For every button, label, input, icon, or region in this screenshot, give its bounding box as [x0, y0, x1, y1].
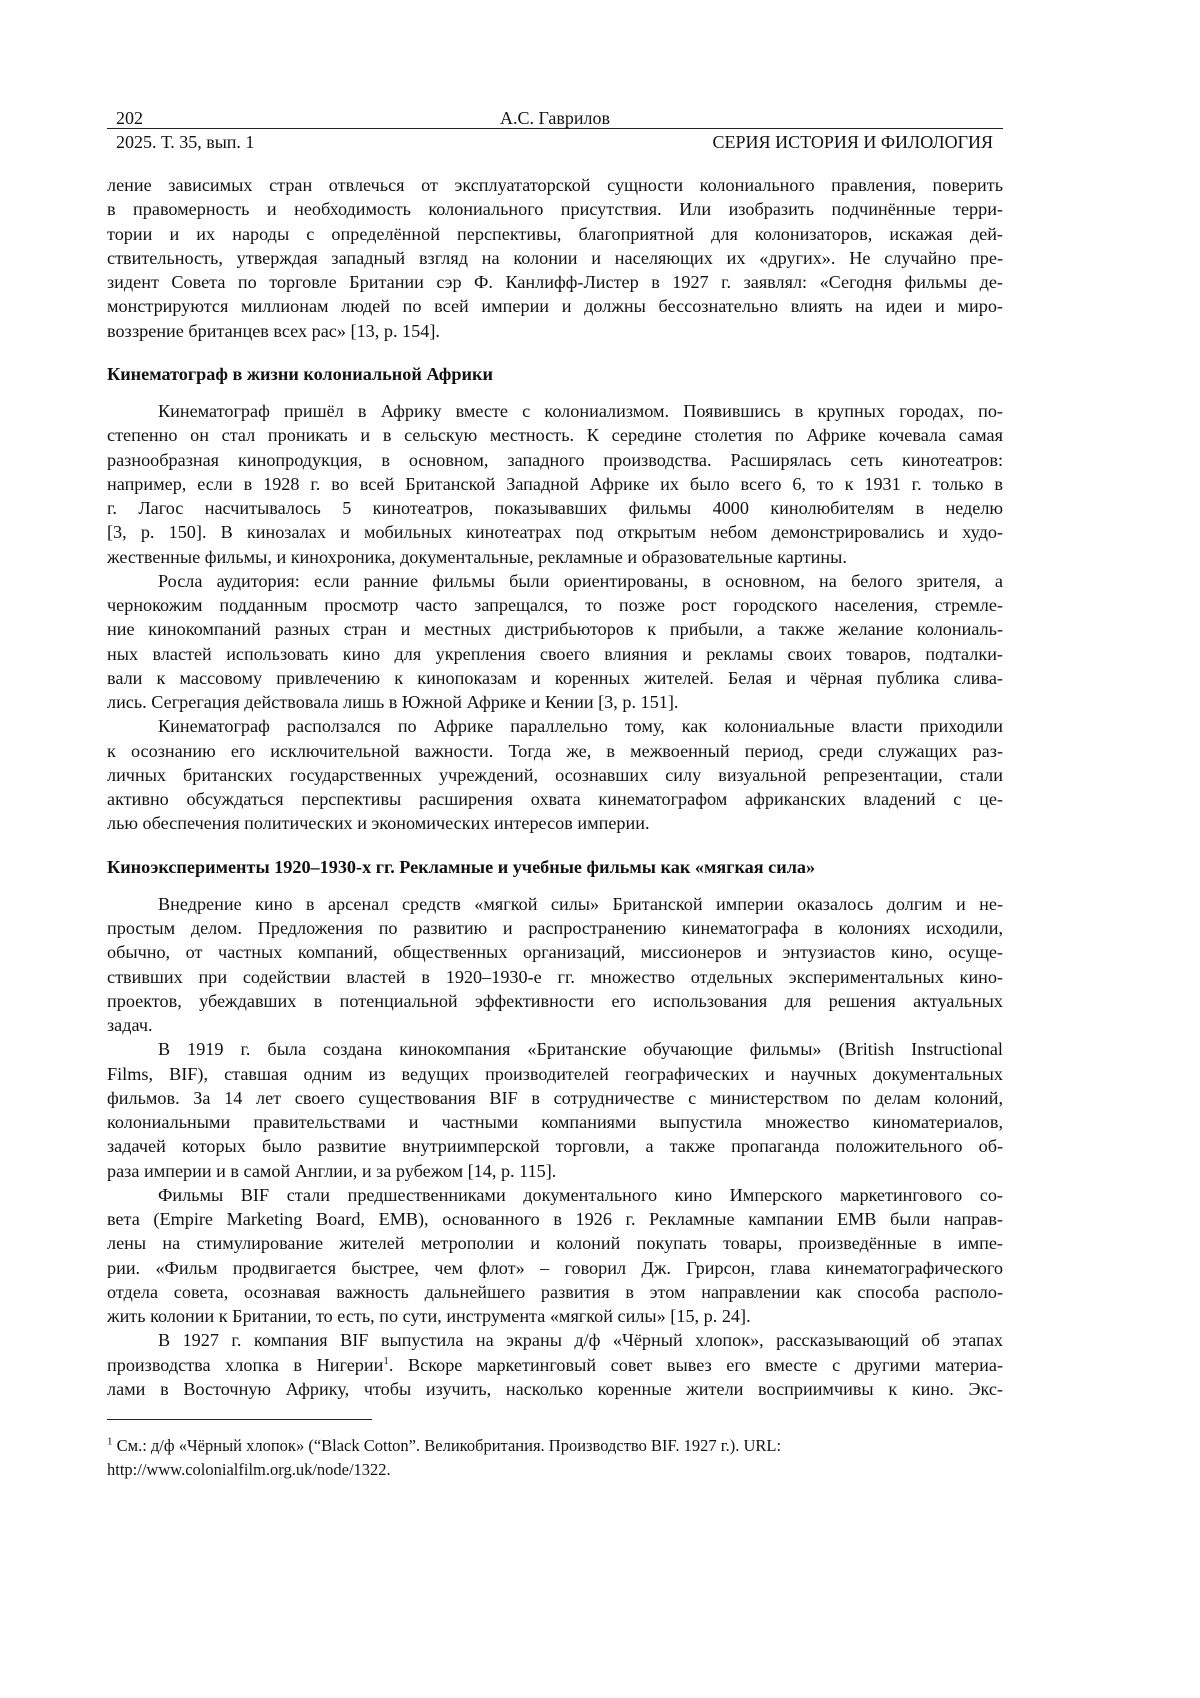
- text-line: [3, p. 150]. В кинозалах и мобильных кинотеатрах под открытым небом демонстрировались и худо-: [107, 522, 1003, 543]
- text-line: рии. «Фильм продвигается быстрее, чем флот» – говорил Дж. Грирсон, глава кинематографического: [107, 1257, 1003, 1278]
- text-line: активно обсуждаться перспективы расширения охвата кинематографом африканских владений с це-: [107, 789, 1003, 809]
- text-line: лись. Сегрегация действовала лишь в Южной Африке и Кении [3, p. 151].: [107, 692, 679, 712]
- text-line: раза империи и в самой Англии, и за рубежом [14, p. 115].: [107, 1160, 557, 1181]
- page-number: 202: [116, 108, 143, 128]
- text-line: степенно он стал проникать и в сельскую местность. К середине столетия по Африке кочевала самая: [107, 425, 1003, 446]
- text-line: ние кинокомпаний разных стран и местных дистрибьюторов к прибыли, а также желание колониаль-: [107, 619, 1003, 640]
- text-line: лены на стимулирование жителей метрополии и колоний покупать товары, произведённые в импе-: [107, 1233, 1003, 1254]
- section-heading: Киноэксперименты 1920–1930-х гг. Рекламные и учебные фильмы как «мягкая сила»: [107, 856, 816, 877]
- paragraph: [107, 173, 1003, 343]
- paragraph: [107, 569, 1003, 715]
- text-line: лами в Восточную Африку, чтобы изучить, насколько коренные жители восприимчивы к кино. Экс-: [107, 1378, 1003, 1399]
- text-line: отдела совета, осознавая важность дальнейшего развития в этом направлении как способа располо-: [107, 1281, 1003, 1302]
- running-header: [107, 106, 1003, 151]
- text-line: Кинематограф пришёл в Африку вместе с колониализмом. Появившись в крупных городах, по-: [158, 401, 1003, 421]
- text-line: например, если в 1928 г. во всей Британской Западной Африке их было всего 6, то к 1931 г. только в: [107, 473, 1003, 494]
- paragraph: [107, 399, 1003, 569]
- text-line: простым делом. Предложения по развитию и распространению кинематографа в колониях исходили,: [107, 918, 1003, 938]
- header-row-top: [107, 106, 1003, 129]
- text-line: чернокожим подданным просмотр часто запрещался, то позже рост городского населения, стремле-: [107, 595, 1003, 615]
- text-line: задачей которых было развитие внутриимперской торговли, а также пропаганда положительного об-: [107, 1136, 1003, 1157]
- text-line: жить колонии к Британии, то есть, по сути, инструмента «мягкой силы» [15, p. 24].: [107, 1306, 751, 1326]
- text-line: Росла аудитория: если ранние фильмы были ориентированы, в основном, на белого зрителя, а: [158, 570, 1003, 591]
- footnote-reference[interactable]: 1: [383, 1354, 389, 1367]
- text-line: Внедрение кино в арсенал средств «мягкой силы» Британской империи оказалось долгим и не-: [158, 893, 1003, 914]
- footnote-marker: 1: [107, 1435, 113, 1448]
- text-line: разнообразная кинопродукция, в основном, западного производства. Расширялась сеть кинотеатров:: [107, 449, 1003, 470]
- text-line: ствивших при содействии властей в 1920–1930-е гг. множество отдельных экспериментальных кино-: [107, 966, 1003, 987]
- text-line: лью обеспечения политических и экономических интересов империи.: [107, 813, 650, 834]
- footnote-line-1: [107, 1434, 1003, 1458]
- text-line: г. Лагос насчитывалось 5 кинотеатров, показывавших фильмы 4000 кинолюбителям в неделю: [107, 498, 1003, 518]
- paragraph: [107, 1328, 1003, 1401]
- footnote-divider: [107, 1419, 372, 1420]
- footnote-text: См.: д/ф «Чёрный хлопок» (“Black Cotton”. Великобритания. Производство BIF. 1927 г.). URL:: [112, 1436, 782, 1455]
- text-line: личных британских государственных учреждений, осознавших силу визуальной репрезентации, стали: [107, 764, 1003, 785]
- footnote-link[interactable]: http://www.colonialfilm.org.uk/node/1322.: [107, 1460, 391, 1480]
- text-line: В 1919 г. была создана кинокомпания «Британские обучающие фильмы» (British Instructional: [158, 1039, 1003, 1060]
- text-line: тории и их народы с определённой перспективы, благоприятной для колонизаторов, искажая дей-: [107, 223, 1003, 244]
- text-line: колониальными правительствами и частными компаниями выпустила множество киноматериалов,: [107, 1112, 1003, 1132]
- journal-series: СЕРИЯ ИСТОРИЯ И ФИЛОЛОГИЯ: [712, 132, 993, 152]
- text-line: вали к массовому привлечению к кинопоказам и коренных жителей. Белая и чёрная публика слива-: [107, 667, 1003, 688]
- text-line: вета (Empire Marketing Board, EMB), основанного в 1926 г. Рекламные кампании EMB были направ-: [107, 1209, 1003, 1229]
- text-line: монстрируются миллионам людей по всей империи и должны бессознательно влиять на идеи и миро-: [107, 296, 1003, 317]
- text-line: проектов, убеждавших в потенциальной эффективности его использования для решения актуальных: [107, 990, 1003, 1011]
- article-body: [107, 173, 1003, 1401]
- text-line: зидент Совета по торговле Британии сэр Ф. Канлифф-Листер в 1927 г. заявлял: «Сегодня фильмы де-: [107, 272, 1003, 292]
- text-line: в правомерность и необходимость колониального присутствия. Или изобразить подчинённые терри-: [107, 199, 1003, 220]
- paragraph: [107, 714, 1003, 835]
- text-line: фильмов. За 14 лет своего существования BIF в сотрудничестве с министерством по делам колоний,: [107, 1087, 1003, 1108]
- text-line: воззрение британцев всех рас» [13, p. 154].: [107, 320, 440, 341]
- header-row-bottom: [107, 129, 1003, 151]
- text-line: жественные фильмы, и кинохроника, документальные, рекламные и образовательные картины.: [107, 546, 847, 567]
- text-line: Фильмы BIF стали предшественниками документального кино Имперского маркетингового со-: [158, 1184, 1003, 1205]
- text-line: обычно, от частных компаний, общественных организаций, миссионеров и энтузиастов кино, осуще-: [107, 942, 1003, 963]
- text-line: ных властей использовать кино для укрепления своего влияния и рекламы своих товаров, подталки-: [107, 643, 1003, 664]
- text-line: ствительность, утверждая западный взгляд на колонии и населяющих их «других». Не случайно пре-: [107, 247, 1003, 268]
- paragraph: [107, 892, 1003, 1038]
- footnote: [107, 1434, 1003, 1483]
- journal-volume: 2025. Т. 35, вып. 1: [116, 132, 255, 152]
- text-fragment: . Вскоре маркетинговый совет вывез его вместе с другими материа-: [388, 1354, 1003, 1375]
- paragraph: [107, 1183, 1003, 1329]
- text-line: В 1927 г. компания BIF выпустила на экраны д/ф «Чёрный хлопок», рассказывающий об этапах: [158, 1330, 1003, 1351]
- text-line: Кинематограф расползался по Африке параллельно тому, как колониальные власти приходили: [158, 716, 1003, 737]
- paragraph: [107, 1037, 1003, 1183]
- text-line: задач.: [107, 1015, 153, 1035]
- text-line: к осознанию его исключительной важности. Тогда же, в межвоенный период, среди служащих раз-: [107, 740, 1003, 761]
- text-line: [107, 1353, 1003, 1377]
- text-fragment: производства хлопка в Нигерии: [107, 1354, 384, 1375]
- section-heading: Кинематограф в жизни колониальной Африки: [107, 363, 493, 384]
- text-line: ление зависимых стран отвлечься от эксплуататорской сущности колониального правления, поверить: [107, 175, 1003, 195]
- text-line: Films, BIF), ставшая одним из ведущих производителей географических и научных документальных: [107, 1063, 1003, 1084]
- author-name: А.С. Гаврилов: [499, 108, 611, 128]
